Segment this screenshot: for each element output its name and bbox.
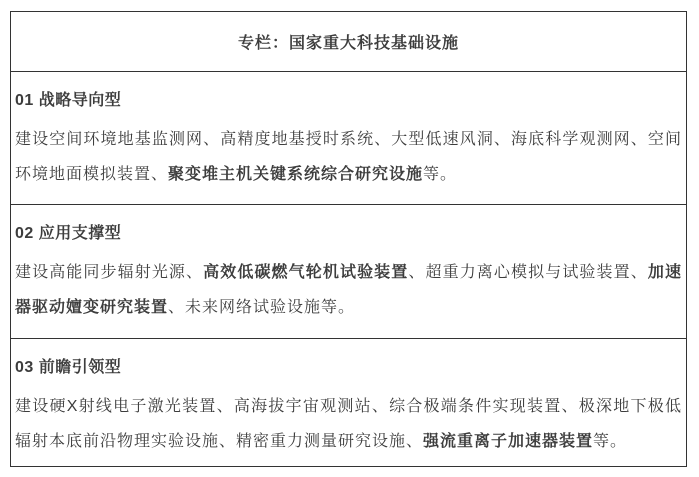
text-segment: 、超重力离心模拟与试验装置、: [408, 264, 648, 281]
section-body-strategic: [15, 122, 682, 192]
section-application: [11, 204, 686, 338]
section-heading-forward-looking: 03 前瞻引领型: [15, 359, 122, 376]
text-segment-bold: 聚变堆主机关键系统综合研究设施: [168, 166, 424, 183]
column-box: [10, 11, 687, 467]
text-segment: 、未来网络试验设施等。: [168, 299, 356, 316]
text-segment-bold: 强流重离子加速器装置: [423, 433, 594, 450]
text-segment-bold: 高效低碳燃气轮机试验装置: [203, 264, 409, 281]
section-body-application: [15, 255, 682, 325]
section-heading-application: 02 应用支撑型: [15, 225, 122, 242]
column-title: 专栏：国家重大科技基础设施: [237, 35, 459, 52]
text-segment: 建设硬X射线电子激光装置、高海拔宇宙观测站、综合极端条件实现装置、极深地下极低辐射本底前沿物理实验设施、精密重力测量研究设施、: [15, 398, 682, 450]
text-segment: 等。: [423, 166, 458, 183]
section-body-forward-looking: [15, 389, 682, 459]
text-segment: 建设空间环境地基监测网、高精度地基授时系统、大型低速风洞、海底科学观测网、空间环境地面模拟装置、: [15, 131, 682, 183]
section-heading-strategic: 01 战略导向型: [15, 92, 122, 109]
text-segment: 等。: [593, 433, 628, 450]
section-forward-looking: [11, 338, 686, 467]
section-strategic: [11, 72, 686, 204]
column-header: [11, 12, 686, 72]
text-segment-bold: 加速器驱动嬗变研究装置: [15, 264, 682, 316]
text-segment: 建设高能同步辐射光源、: [15, 264, 204, 281]
